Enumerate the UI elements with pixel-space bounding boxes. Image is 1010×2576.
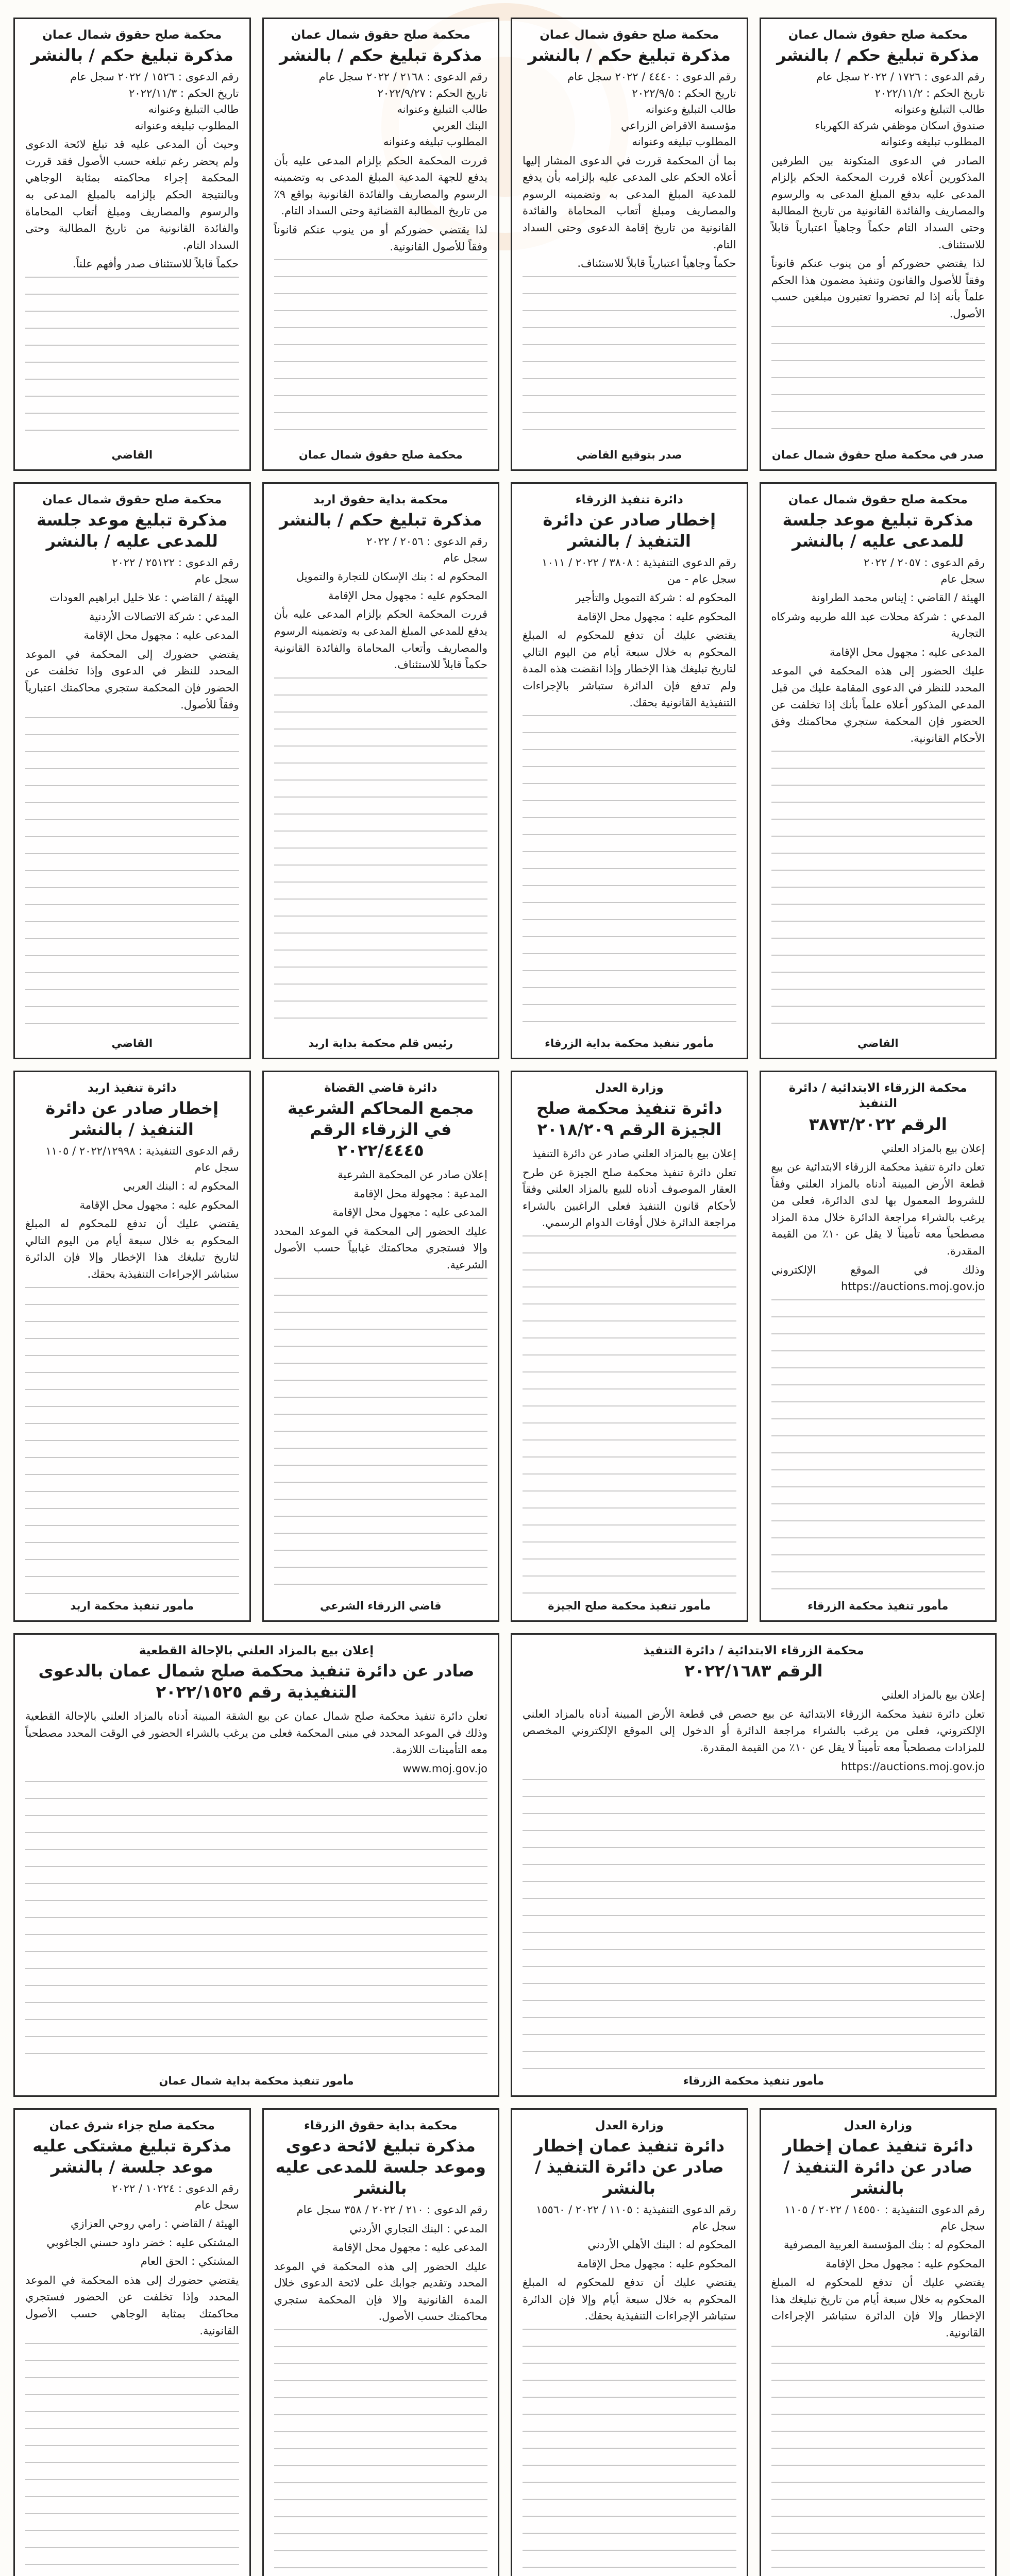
notice-paragraph: المحكوم له : شركة التمويل والتأجير [576, 591, 736, 604]
notice-field-line: تاريخ الحكم : ٢٠٢٢/٩/٥ [632, 87, 736, 99]
notice-paragraph: عليك الحضور إلى هذه المحكمة في الموعد المحدد للنظر في الدعوى المقامة عليك من قبل المدعي المذكور أعلاه علماً بأنك إذا تخلفت عن الحضور فإن المحكمة ستجري محاكمتك وفق الأحكام القانونية. [771, 665, 985, 744]
notices-row-5 [13, 2108, 997, 2576]
notice-paragraph: إعلان صادر عن المحكمة الشرعية [338, 1168, 487, 1181]
notice-field-line: المطلوب تبليغه وعنوانه [383, 135, 487, 148]
notice-signature: مأمور تنفيذ محكمة صلح الجيزة [548, 1600, 711, 1612]
notice-card [511, 482, 748, 1059]
notice-heading: محكمة صلح حقوق شمال عمان [42, 493, 222, 506]
notice-card [13, 1071, 251, 1622]
notice-heading: إعلان بيع بالمزاد العلني بالإحالة القطعية [139, 1644, 374, 1657]
notice-paragraph: www.moj.gov.jo [402, 1762, 487, 1775]
notice-body-text-lines [523, 1779, 985, 2070]
notice-paragraph: المدعى عليه : مجهول محل الإقامة [83, 629, 239, 642]
notices-row-3 [13, 1071, 997, 1622]
notice-paragraph: المدعى عليه : مجهول محل الإقامة [332, 1206, 487, 1219]
notice-paragraph: المحكوم عليه : مجهول محل الإقامة [577, 2257, 736, 2270]
notice-paragraph: الهيئة / القاضي : إيناس محمد الطراونة [811, 591, 985, 604]
notice-title: صادر عن دائرة تنفيذ محكمة صلح شمال عمان بالدعوى التنفيذية رقم ٢٠٢٢/١٥٢٥ [38, 1661, 475, 1702]
notice-field-line: سجل عام [443, 551, 487, 564]
notice-paragraph: إعلان بيع بالمزاد العلني [881, 1142, 985, 1155]
notice-paragraph: يقتضي حضورك إلى هذه المحكمة في الموعد المحدد وإذا تخلفت عن الحضور فستجري محاكمتك بمثابة الوجاهي حسب الأصول القانونية. [25, 2274, 239, 2337]
notice-paragraph: المدعية : مجهولة محل الإقامة [354, 1187, 487, 1200]
notice-heading: محكمة صلح حقوق شمال عمان [540, 28, 719, 42]
notice-card [262, 2108, 500, 2576]
notice-field-line: صندوق اسكان موظفي شركة الكهرباء [815, 119, 985, 132]
notice-field-line: سجل عام [940, 572, 985, 585]
notice-field-line: رقم الدعوى : ١٠٢٢٤ / ٢٠٢٢ [112, 2182, 239, 2195]
notice-body-text-lines [25, 1781, 487, 2070]
notice-heading: وزارة العدل [595, 1081, 664, 1095]
notice-title: مذكرة تبليغ حكم / بالنشر [279, 45, 482, 65]
notice-field-line: رقم الدعوى : ١٥٢٦ / ٢٠٢٢ سجل عام [70, 71, 239, 83]
notice-heading: محكمة صلح حقوق شمال عمان [788, 493, 968, 506]
notice-field-line: رقم الدعوى التنفيذية : ١٤٥٥٠ / ٢٠٢٢ / ١١٠٥ [784, 2204, 985, 2216]
notice-signature: القاضي [111, 449, 153, 461]
notice-title: مذكرة تبليغ موعد جلسة للمدعى عليه / بالنشر [782, 510, 973, 551]
notice-signature: القاضي [111, 1037, 153, 1049]
notice-field-line: سجل عام [194, 572, 239, 585]
notice-card [511, 18, 748, 471]
notice-signature: مأمور تنفيذ محكمة الزرقاء [807, 1600, 949, 1612]
notice-field-line: البنك العربي [432, 119, 487, 132]
notice-body-text-lines [25, 277, 239, 444]
notice-body-text-lines [274, 259, 488, 444]
notice-paragraph: يقتضي عليك أن تدفع للمحكوم له المبلغ المحكوم به خلال سبعة أيام وإلا فإن الدائرة ستباشر الإجراءات التنفيذية بحقك. [523, 2276, 736, 2323]
notice-signature: رئيس قلم محكمة بداية اربد [308, 1037, 453, 1049]
notice-field-line: رقم الدعوى : ٢٠٥٦ / ٢٠٢٢ [366, 535, 487, 548]
notice-card [760, 2108, 997, 2576]
notice-title: مذكرة تبليغ لائحة دعوى وموعد جلسة للمدعى عليه بالنشر [275, 2136, 486, 2198]
notice-heading: وزارة العدل [844, 2119, 913, 2132]
notice-signature: مأمور تنفيذ محكمة الزرقاء [683, 2075, 824, 2087]
notice-title: مذكرة تبليغ موعد جلسة للمدعى عليه / بالنشر [37, 510, 228, 551]
notice-paragraph: عليك الحضور إلى هذه المحكمة في الموعد المحدد وتقديم جوابك على لائحة الدعوى خلال المدة القانونية وإلا فإن المحكمة ستجري محاكمتك حسب الأصول. [274, 2260, 487, 2323]
notice-paragraph: المدعي : شركة الاتصالات الأردنية [89, 610, 239, 623]
notice-card [760, 1071, 997, 1622]
notice-card [511, 1071, 748, 1622]
notice-field-line: رقم الدعوى : ٤٤٤٠ / ٢٠٢٢ سجل عام [567, 71, 736, 83]
notice-body-text-lines [274, 2329, 488, 2576]
notice-card [511, 2108, 748, 2576]
notice-signature: صدر بتوقيع القاضي [576, 449, 682, 461]
notice-field-line: رقم الدعوى : ٢١٦٨ / ٢٠٢٢ سجل عام [318, 71, 487, 83]
notice-body-text-lines [25, 2343, 239, 2576]
notice-paragraph: المحكوم له : بنك المؤسسة العربية المصرفية [783, 2239, 985, 2251]
notice-paragraph: وذلك في الموقع الإلكتروني https://auctions.moj.gov.jo [771, 1263, 985, 1293]
notice-paragraph: تعلن دائرة تنفيذ محكمة الزرقاء الابتدائية عن بيع حصص في قطعة الأرض المبينة أدناه بالمزاد العلني الإلكتروني، فعلى من يرغب بالشراء مراجعة الدائرة أو الدخول إلى الموقع الإلكتروني المخصص للمزادات مصطحباً معه تأميناً لا يقل عن ١٠٪ من القيمة المقدرة. [523, 1707, 985, 1754]
notice-paragraph: المشتكى عليه : خضر داود حسني الجاغوبي [46, 2236, 239, 2249]
notice-paragraph: المحكوم عليه : مجهول محل الإقامة [577, 610, 736, 623]
notice-paragraph: المحكوم عليه : مجهول محل الإقامة [826, 2257, 985, 2270]
notice-field-line: سجل عام [194, 2198, 239, 2211]
notice-title: مذكرة تبليغ حكم / بالنشر [279, 510, 482, 530]
notice-paragraph: حكماً وجاهياً اعتبارياً قابلاً للاستئناف. [577, 257, 736, 270]
notice-field-line: سجل عام [194, 1161, 239, 1174]
notice-field-line: طالب التبليغ وعنوانه [397, 103, 487, 116]
notice-title: إخطار صادر عن دائرة التنفيذ / بالنشر [45, 1098, 219, 1140]
notice-paragraph: المحكوم له : بنك الإسكان للتجارة والتمويل [296, 570, 487, 583]
notice-paragraph: وحيث أن المدعى عليه قد تبلغ لائحة الدعوى ولم يحضر رغم تبلغه حسب الأصول فقد قررت المحكمة إجراء محاكمته بمثابة الوجاهي وبالنتيجة الحكم بإلزامه بالمبلغ المدعى به والرسوم والمصاريف ومبلغ أتعاب المحاماة والفائدة القانونية من تاريخ المطالبة وحتى السداد التام. [25, 138, 239, 251]
notice-paragraph: يقتضي عليك أن تدفع للمحكوم له المبلغ المحكوم به خلال سبعة أيام من اليوم التالي لتاريخ تبليغك هذا الإخطار وإلا فإن الدائرة ستباشر الإجراءات التنفيذية بحقك. [25, 1217, 239, 1280]
notice-field-line: رقم الدعوى التنفيذية : ٢٠٢٢/١٢٩٩٨ / ١١٠٥ [45, 1145, 239, 1158]
notice-heading: دائرة تنفيذ اربد [87, 1081, 177, 1095]
notice-heading: محكمة صلح حقوق شمال عمان [42, 28, 222, 42]
notice-field-line: رقم الدعوى التنفيذية : ٣٨٠٨ / ٢٠٢٢ / ١٠١١ [542, 556, 736, 569]
notice-paragraph: الهيئة / القاضي : علا خليل ابراهيم العودات [49, 591, 239, 604]
notice-paragraph: المدعي : شركة محلات عبد الله طربيه وشركاه التجارية [771, 610, 985, 640]
notice-title: مذكرة تبليغ حكم / بالنشر [30, 45, 233, 65]
notice-card [760, 482, 997, 1059]
notice-body-text-lines [523, 2329, 736, 2576]
notice-field-line: تاريخ الحكم : ٢٠٢٢/٩/٢٧ [377, 87, 487, 99]
notice-signature: محكمة صلح حقوق شمال عمان [298, 449, 463, 461]
notice-field-line: سجل عام [692, 2219, 736, 2232]
notice-title: مجمع المحاكم الشرعية في الزرقاء الرقم ٢٠٢٢/٤٤٤٥ [288, 1098, 474, 1161]
notice-paragraph: المدعى عليه : مجهول محل الإقامة [829, 646, 985, 658]
notice-signature: مأمور تنفيذ محكمة اربد [70, 1600, 194, 1612]
notice-card [511, 1633, 997, 2097]
notice-body-text-lines [771, 751, 985, 1032]
notice-field-line: رقم الدعوى : ١٧٢٦ / ٢٠٢٢ سجل عام [816, 71, 985, 83]
notice-paragraph: المشتكي : الحق العام [140, 2255, 239, 2268]
notice-paragraph: https://auctions.moj.gov.jo [841, 1760, 985, 1773]
notice-title: مذكرة تبليغ مشتكى عليه موعد جلسة / بالنشر [32, 2136, 232, 2177]
notice-body-text-lines [523, 276, 736, 444]
notice-paragraph: يقتضي عليك أن تدفع للمحكوم له المبلغ المحكوم به خلال سبعة أيام من تاريخ تبليغك هذا الإخطار وإلا فإن الدائرة ستباشر الإجراءات القانونية. [771, 2276, 985, 2339]
notice-card [262, 1071, 500, 1622]
notice-body-text-lines [771, 2346, 985, 2576]
notices-row-4 [13, 1633, 997, 2097]
notice-paragraph: لذا يقتضي حضوركم أو من ينوب عنكم قانوناً وفقاً للأصول القانونية. [274, 224, 487, 253]
notice-paragraph: المحكوم له : البنك الأهلي الأردني [587, 2239, 736, 2251]
notice-card [13, 482, 251, 1059]
notice-signature: صدر في محكمة صلح حقوق شمال عمان [771, 449, 984, 461]
notice-heading: دائرة قاضي القضاة [324, 1081, 437, 1095]
notice-paragraph: قررت المحكمة الحكم بإلزام المدعى عليه بأن يدفع للجهة المدعية المبلغ المدعى به وتضمينه الرسوم والمصاريف والفائدة القانونية بواقع ٩٪ من تاريخ المطالبة القضائية وحتى السداد التام. [274, 154, 487, 217]
notices-row-2 [13, 482, 997, 1059]
notice-field-line: طالب التبليغ وعنوانه [645, 103, 736, 116]
notice-heading: محكمة بداية حقوق اربد [313, 493, 448, 506]
notice-heading: محكمة بداية حقوق الزرقاء [304, 2119, 458, 2132]
notice-field-line: رقم الدعوى : ٢٥١٢٢ / ٢٠٢٢ [112, 556, 239, 569]
notice-title: الرقم ٢٠٢٢/١٦٨٣ [684, 1661, 823, 1681]
notice-signature: قاضي الزرقاء الشرعي [319, 1600, 442, 1612]
notice-field-line: سجل عام - من [667, 572, 736, 585]
notice-paragraph: تعلن دائرة تنفيذ محكمة صلح شمال عمان عن بيع الشقة المبينة أدناه بالمزاد العلني بالإحالة القطعية وذلك في الموعد المحدد في مبنى المحكمة فعلى من يرغب بالشراء الحضور في الوقت المحدد مصطحباً معه التأمينات اللازمة. [25, 1710, 487, 1756]
notice-title: دائرة تنفيذ عمان إخطار صادر عن دائرة التنفيذ / بالنشر [782, 2136, 973, 2198]
notice-paragraph: إعلان بيع بالمزاد العلني صادر عن دائرة التنفيذ [532, 1147, 736, 1160]
notice-paragraph: المحكوم له : البنك العربي [123, 1180, 239, 1193]
notice-paragraph: بما أن المحكمة قررت في الدعوى المشار إليها أعلاه الحكم على المدعى عليه بإلزامه بأن يدفع للمدعية المبلغ المدعى به وتضمينه الرسوم والمصاريف ومبلغ أتعاب المحاماة والفائدة القانونية من تاريخ إقامة الدعوى وحتى السداد التام. [523, 154, 736, 251]
notice-card [13, 2108, 251, 2576]
notice-heading: محكمة الزرقاء الابتدائية / دائرة التنفيذ [643, 1644, 864, 1657]
notice-body-text-lines [771, 326, 985, 444]
notice-title: مذكرة تبليغ حكم / بالنشر [528, 45, 731, 65]
notice-paragraph: المحكوم عليه : مجهول محل الإقامة [328, 589, 487, 602]
notice-field-line: سجل عام [940, 2219, 985, 2232]
notice-card [13, 18, 251, 471]
notice-paragraph: المحكوم عليه : مجهول محل الإقامة [79, 1198, 239, 1211]
notice-paragraph: يقتضي حضورك إلى المحكمة في الموعد المحدد للنظر في الدعوى وإذا تخلفت عن الحضور فإن المحكمة ستجري محاكمتك اعتبارياً وفقاً للأصول. [25, 648, 239, 711]
notice-signature: مأمور تنفيذ محكمة بداية الزرقاء [545, 1037, 714, 1049]
notice-field-line: طالب التبليغ وعنوانه [148, 103, 239, 116]
notice-paragraph: يقتضي عليك أن تدفع للمحكوم له المبلغ المحكوم به خلال سبعة أيام من اليوم التالي لتاريخ تبليغك هذا الإخطار وإذا انقضت هذه المدة ولم تدفع فإن الدائرة ستباشر بالإجراءات التنفيذية القانونية بحقك. [523, 629, 736, 709]
notice-paragraph: حكماً قابلاً للاستئناف صدر وأفهم علناً. [72, 258, 239, 270]
notice-body-text-lines [274, 677, 488, 1032]
notice-title: دائرة تنفيذ محكمة صلح الجيزة الرقم ٢٠١٨/٢٠٩ [536, 1098, 722, 1140]
notice-body-text-lines [274, 1278, 488, 1595]
notice-field-line: المطلوب تبليغه وعنوانه [880, 135, 985, 148]
notice-heading: محكمة صلح جزاء شرق عمان [49, 2119, 215, 2132]
notice-field-line: المطلوب تبليغه وعنوانه [134, 119, 239, 132]
notice-field-line: المطلوب تبليغه وعنوانه [632, 135, 736, 148]
notice-body-text-lines [25, 717, 239, 1032]
notice-paragraph: الهيئة / القاضي : رامي روحي العزازي [71, 2217, 239, 2230]
notice-field-line: رقم الدعوى : ٢١٠ / ٢٠٢٢ / ٣٥٨ سجل عام [296, 2204, 487, 2216]
notice-heading: محكمة الزرقاء الابتدائية / دائرة التنفيذ [788, 1081, 967, 1111]
notice-signature: مأمور تنفيذ محكمة بداية شمال عمان [159, 2075, 354, 2087]
notice-card [13, 1633, 499, 2097]
notice-title: الرقم ٣٨٧٣/٢٠٢٢ [809, 1114, 947, 1134]
notice-card [760, 18, 997, 471]
notice-body-text-lines [25, 1287, 239, 1595]
notice-title: إخطار صادر عن دائرة التنفيذ / بالنشر [543, 510, 716, 551]
notice-paragraph: قررت المحكمة الحكم بإلزام المدعى عليه بأن يدفع للمدعي المبلغ المدعى به وتضمينه الرسوم والمصاريف وأتعاب المحاماة والفائدة القانونية حكماً قابلاً للاستئناف. [274, 608, 487, 671]
notice-field-line: تاريخ الحكم : ٢٠٢٢/١١/٣ [129, 87, 239, 99]
notice-card [262, 482, 500, 1059]
notice-card [262, 18, 500, 471]
notice-title: دائرة تنفيذ عمان إخطار صادر عن دائرة التنفيذ / بالنشر [534, 2136, 725, 2198]
notice-paragraph: إعلان بيع بالمزاد العلني [881, 1689, 985, 1702]
notice-heading: وزارة العدل [595, 2119, 664, 2132]
notice-heading: محكمة صلح حقوق شمال عمان [291, 28, 470, 42]
notice-paragraph: لذا يقتضي حضوركم أو من ينوب عنكم قانوناً وفقاً للأصول والقانون وتنفيذ مضمون هذا الحكم علماً بأنه إذا لم تحضروا تعتبرون مبلغين حسب الأصول. [771, 257, 985, 320]
notice-body-text-lines [523, 715, 736, 1032]
notice-paragraph: تعلن دائرة تنفيذ محكمة صلح الجيزة عن طرح العقار الموصوف أدناه للبيع بالمزاد العلني وفقاً لأحكام قانون التنفيذ فعلى الراغبين بالشراء مراجعة الدائرة خلال أوقات الدوام الرسمي. [523, 1166, 736, 1229]
notice-field-line: رقم الدعوى التنفيذية : ١١٠٥ / ٢٠٢٢ / ١٥٥٦٠ [535, 2204, 736, 2216]
notice-heading: دائرة تنفيذ الزرقاء [575, 493, 683, 506]
notice-body-text-lines [771, 1299, 985, 1595]
notice-paragraph: عليك الحضور إلى المحكمة في الموعد المحدد وإلا فستجري محاكمتك غيابياً حسب الأصول الشرعية. [274, 1225, 487, 1271]
notice-field-line: طالب التبليغ وعنوانه [894, 103, 985, 116]
notice-paragraph: تعلن دائرة تنفيذ محكمة الزرقاء الابتدائية عن بيع قطعة الأرض المبينة أدناه بالمزاد العلني وفقاً للشروط المعمول بها لدى الدائرة، فعلى من يرغب بالشراء مراجعة الدائرة خلال مدة المزاد مصطحباً معه تأميناً لا يقل عن ١٠٪ من القيمة المقدرة. [771, 1161, 985, 1257]
notice-field-line: رقم الدعوى : ٢٠٥٧ / ٢٠٢٢ [863, 556, 985, 569]
notice-field-line: مؤسسة الاقراض الزراعي [620, 119, 736, 132]
notice-signature: القاضي [857, 1037, 899, 1049]
notice-paragraph: الصادر في الدعوى المتكونة بين الطرفين المذكورين أعلاه قررت المحكمة الحكم بإلزام المدعى عليه بدفع المبلغ المدعى به والرسوم والمصاريف والفائدة القانونية من تاريخ المطالبة وحتى السداد التام حكماً وجاهياً اعتبارياً قابلاً للاستئناف. [771, 154, 985, 251]
notice-body-text-lines [523, 1235, 736, 1595]
notice-field-line: تاريخ الحكم : ٢٠٢٢/١١/٢ [874, 87, 985, 99]
notice-paragraph: المدعي : البنك التجاري الأردني [349, 2222, 487, 2235]
notice-paragraph: المدعى عليه : مجهول محل الإقامة [332, 2241, 487, 2254]
notice-title: مذكرة تبليغ حكم / بالنشر [777, 45, 980, 65]
notice-heading: محكمة صلح حقوق شمال عمان [788, 28, 968, 42]
notices-row-1 [13, 18, 997, 471]
